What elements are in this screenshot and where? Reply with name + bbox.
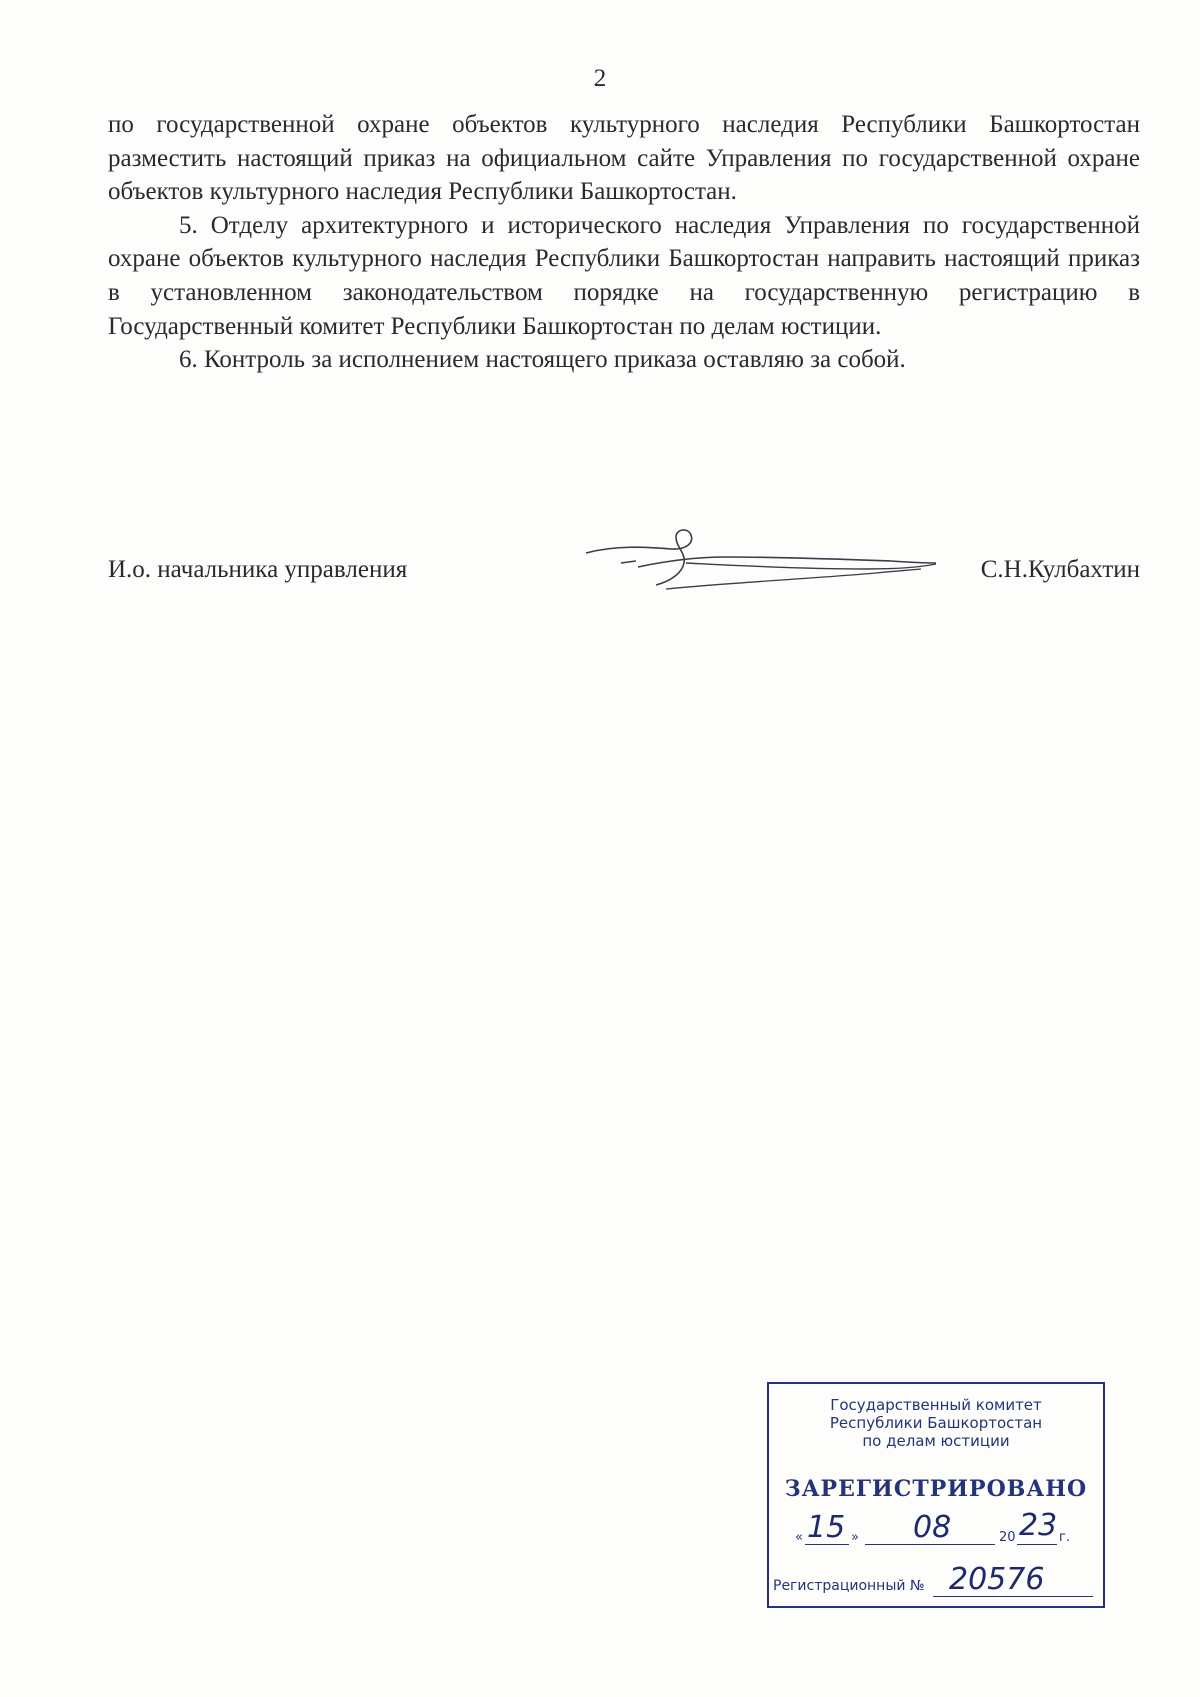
stamp-year: 23 (1019, 1508, 1058, 1543)
paragraph-item-5: 5. Отделу архитектурного и исторического наследия Управления по государственной охране объектов культурного наследия Республики Башкортостан направить настоящий приказ в установленном законодательством порядке на государственную регистрацию в Государственный комитет Республики Башкортостан по делам юстиции. (108, 211, 1140, 340)
stamp-day-underline (805, 1544, 849, 1545)
signatory-name: С.Н.Кулбахтин (980, 556, 1140, 583)
stamp-month-underline (865, 1544, 995, 1545)
paragraph-continuation: по государственной охране объектов культурного наследия Республики Башкортостан разместить настоящий приказ на официальном сайте Управления по государственной охране объектов культурного наследия Республики Башкортостан. (108, 111, 1140, 206)
document-body (108, 108, 1140, 377)
stamp-reg-label: Регистрационный № (773, 1578, 925, 1594)
paragraph-item-6: 6. Контроль за исполнением настоящего приказа оставляю за собой. (179, 346, 906, 374)
stamp-year-prefix: 20 (999, 1530, 1016, 1545)
stamp-year-underline (1017, 1544, 1057, 1545)
registration-stamp (767, 1382, 1105, 1608)
page-number: 2 (593, 65, 607, 92)
stamp-date (795, 1508, 1085, 1550)
stamp-quote-close: » (851, 1530, 859, 1545)
stamp-org-line: Республики Башкортостан (829, 1414, 1043, 1432)
stamp-organization (769, 1396, 1103, 1450)
stamp-day: 15 (807, 1510, 846, 1545)
stamp-month: 08 (913, 1510, 952, 1545)
stamp-org-line: по делам юстиции (862, 1432, 1010, 1450)
stamp-quote-open: « (795, 1530, 803, 1545)
stamp-registration (773, 1564, 1099, 1600)
stamp-org-line: Государственный комитет (830, 1396, 1042, 1414)
stamp-year-unit: г. (1059, 1530, 1070, 1545)
stamp-reg-number: 20576 (949, 1562, 1045, 1597)
handwritten-signature (576, 523, 946, 603)
stamp-reg-underline (933, 1596, 1093, 1597)
stamp-status: ЗАРЕГИСТРИРОВАНО (784, 1476, 1088, 1502)
signatory-title: И.о. начальника управления (108, 556, 408, 583)
signature-block (108, 555, 1140, 595)
